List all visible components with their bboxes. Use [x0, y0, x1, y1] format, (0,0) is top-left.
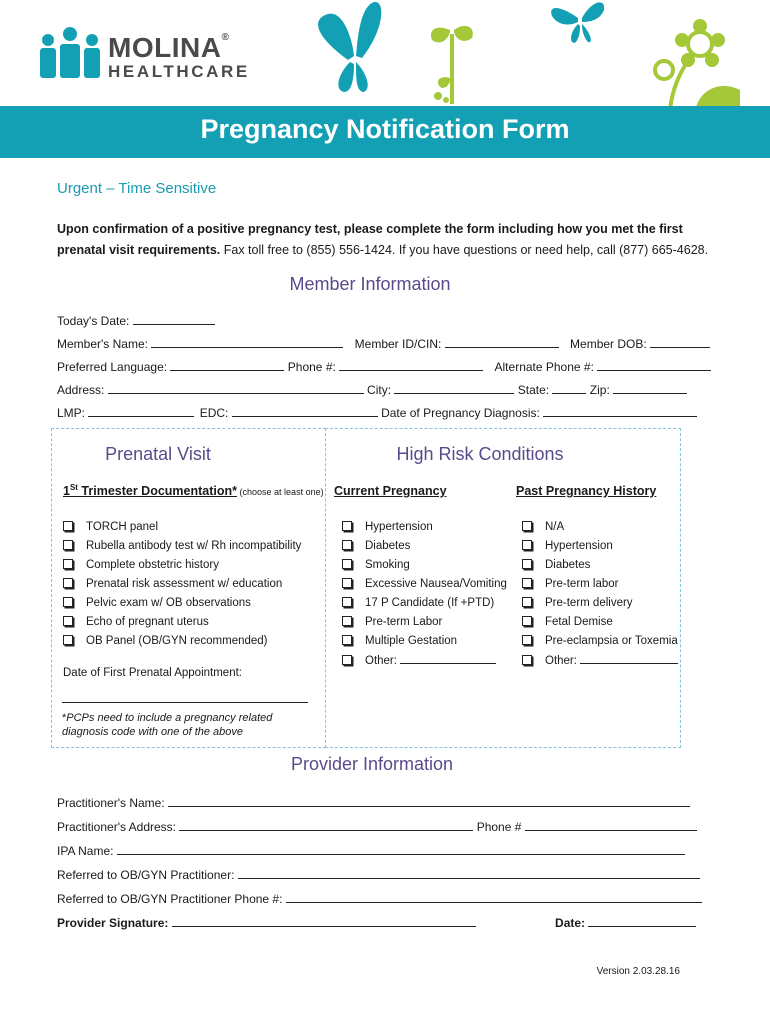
checklist-label: OB Panel (OB/GYN recommended) [86, 635, 268, 647]
checklist-item[interactable] [522, 575, 678, 594]
member-info-heading: Member Information [289, 274, 451, 294]
checklist-item[interactable] [342, 537, 507, 556]
checklist-label: TORCH panel [86, 521, 159, 533]
current-pregnancy-checklist [342, 518, 507, 671]
checklist-label: Diabetes [545, 559, 591, 571]
checklist-item[interactable] [63, 594, 301, 613]
referred-row [57, 866, 683, 882]
practitioner-name-field[interactable] [168, 794, 690, 807]
molina-logo [38, 22, 248, 82]
checklist-item[interactable] [522, 518, 678, 537]
language-label: Preferred Language: [57, 360, 168, 374]
lmp-field[interactable] [88, 404, 194, 417]
checklist-label: 17 P Candidate (If +PTD) [365, 597, 495, 609]
checklist-label: Smoking [365, 559, 410, 571]
alt-phone-label: Alternate Phone #: [494, 360, 594, 374]
current-pregnancy-heading: Current Pregnancy [334, 484, 447, 498]
checklist-label: Pre-term Labor [365, 616, 443, 628]
checkbox[interactable] [522, 597, 532, 607]
provider-info-heading: Provider Information [290, 754, 454, 774]
zip-field[interactable] [613, 381, 687, 394]
practitioner-name-label: Practitioner's Name: [57, 796, 165, 810]
language-row [57, 358, 683, 374]
intro-bold-phrase: prenatal visit requirements. [57, 243, 221, 257]
checklist-item[interactable] [63, 632, 301, 651]
prenatal-checklist [63, 518, 301, 651]
urgent-notice: Urgent – Time Sensitive [57, 180, 217, 197]
checklist-item[interactable] [342, 651, 507, 671]
first-appointment-label: Date of First Prenatal Appointment: [63, 667, 242, 679]
trimester-ordinal: 1 [63, 484, 70, 499]
checklist-item[interactable] [342, 575, 507, 594]
checklist-item[interactable] [63, 575, 301, 594]
member-name-field[interactable] [151, 335, 343, 348]
version-label: Version 2.03.28.16 [596, 966, 680, 977]
practitioner-address-field[interactable] [179, 818, 473, 831]
signature-date-label: Date: [555, 916, 586, 930]
todays-date-field[interactable] [133, 312, 215, 325]
first-appointment-field[interactable] [62, 702, 308, 703]
high-risk-heading: High Risk Conditions [396, 444, 564, 464]
edc-field[interactable] [232, 404, 378, 417]
intro-text-line1: Upon confirmation of a positive pregnancy test, please complete the form including how you met the first [57, 222, 683, 236]
phone-label: Phone #: [287, 360, 336, 374]
checklist-label: Pre-term labor [545, 578, 619, 590]
practitioner-address-row [57, 818, 683, 834]
footnote-line2: diagnosis code with one of the above [62, 726, 244, 738]
checkbox[interactable] [63, 616, 73, 626]
ipa-label: IPA Name: [57, 844, 114, 858]
checklist-label: Multiple Gestation [365, 635, 458, 647]
checkbox[interactable] [342, 521, 352, 531]
referred-label: Referred to OB/GYN Practitioner: [57, 868, 235, 882]
checkbox[interactable] [342, 616, 352, 626]
state-field[interactable] [552, 381, 586, 394]
checklist-item[interactable] [342, 518, 507, 537]
intro-fax-phone: Fax toll free to (855) 556-1424. If you have questions or need help, call (877) 665-4628. [220, 243, 709, 257]
checklist-label: Excessive Nausea/Vomiting [365, 578, 507, 590]
member-dob-label: Member DOB: [570, 337, 647, 351]
city-label: City: [367, 383, 392, 397]
checklist-label: N/A [545, 521, 565, 533]
footnote-line1: PCPs need to include a pregnancy related [66, 712, 273, 724]
city-field[interactable] [394, 381, 514, 394]
pcp-footnote [62, 711, 272, 739]
signature-field[interactable] [172, 914, 476, 927]
checklist-label: Echo of pregnant uterus [86, 616, 209, 628]
checklist-label: Diabetes [365, 540, 411, 552]
signature-row [57, 914, 683, 930]
checklist-item[interactable] [522, 556, 678, 575]
past-other-field[interactable] [580, 651, 678, 664]
member-name-label: Member's Name: [57, 337, 148, 351]
checklist-label: Hypertension [365, 521, 433, 533]
checkbox[interactable] [63, 540, 73, 550]
current-other-field[interactable] [400, 651, 496, 664]
practitioner-name-row [57, 794, 683, 810]
checkbox[interactable] [342, 597, 352, 607]
trimester-label: Trimester Documentation* [77, 484, 238, 499]
checklist-label: Pre-eclampsia or Toxemia [545, 635, 678, 647]
checkbox[interactable] [63, 635, 73, 645]
checkbox[interactable] [522, 521, 532, 531]
ipa-field[interactable] [117, 842, 685, 855]
checkbox[interactable] [63, 559, 73, 569]
people-logo-icon [38, 26, 102, 82]
checklist-item[interactable] [63, 537, 301, 556]
checkbox[interactable] [522, 559, 532, 569]
checkbox[interactable] [342, 655, 352, 665]
checkbox[interactable] [522, 616, 532, 626]
trimester-ordinal-suffix: St [69, 483, 78, 492]
past-pregnancy-checklist [522, 518, 678, 671]
checkbox[interactable] [342, 559, 352, 569]
checkbox[interactable] [342, 635, 352, 645]
referred-field[interactable] [238, 866, 700, 879]
checklist-label: Prenatal risk assessment w/ education [86, 578, 283, 590]
form-title: Pregnancy Notification Form [200, 114, 570, 144]
lmp-row [57, 404, 683, 420]
logo-name: MOLINA [108, 32, 222, 63]
practitioner-phone-label: Phone # [476, 820, 522, 834]
address-row [57, 381, 683, 397]
practitioner-address-label: Practitioner's Address: [57, 820, 177, 834]
state-label: State: [517, 383, 550, 397]
practitioner-phone-field[interactable] [525, 818, 697, 831]
logo-subtitle: HEALTHCARE [108, 62, 250, 81]
edc-label: EDC: [199, 406, 229, 420]
lmp-label: LMP: [57, 406, 86, 420]
referred-phone-field[interactable] [286, 890, 702, 903]
diagnosis-date-field[interactable] [543, 404, 697, 417]
footnote-asterisk: * [62, 712, 67, 724]
checklist-label: Pelvic exam w/ OB observations [86, 597, 251, 609]
zip-label: Zip: [589, 383, 610, 397]
past-pregnancy-heading: Past Pregnancy History [516, 484, 657, 498]
checklist-label: Fetal Demise [545, 616, 613, 628]
checklist-label: Pre-term delivery [545, 597, 633, 609]
language-field[interactable] [170, 358, 284, 371]
checklist-item[interactable] [522, 651, 678, 671]
phone-field[interactable] [339, 358, 483, 371]
checklist-item[interactable] [342, 613, 507, 632]
trimester-note: (choose at least one) [237, 487, 324, 498]
referred-phone-label: Referred to OB/GYN Practitioner Phone #: [57, 892, 283, 906]
address-label: Address: [57, 383, 105, 397]
todays-date-label: Today's Date: [57, 314, 130, 328]
checkbox[interactable] [522, 540, 532, 550]
checklist-item[interactable] [342, 632, 507, 651]
checklist-item[interactable] [522, 632, 678, 651]
checkbox[interactable] [63, 521, 73, 531]
checkbox[interactable] [522, 655, 532, 665]
intro-text-line2 [57, 243, 717, 257]
trimester-documentation-heading [63, 483, 324, 498]
checklist-item[interactable] [63, 613, 301, 632]
checklist-label: Complete obstetric history [86, 559, 219, 571]
checkbox[interactable] [522, 578, 532, 588]
ipa-row [57, 842, 683, 858]
signature-label: Provider Signature: [57, 916, 169, 930]
alt-phone-field[interactable] [597, 358, 711, 371]
checklist-item[interactable] [522, 594, 678, 613]
diagnosis-date-label: Date of Pregnancy Diagnosis: [381, 406, 540, 420]
checkbox[interactable] [63, 597, 73, 607]
logo-registered-mark: ® [221, 32, 230, 43]
member-name-row [57, 335, 683, 351]
signature-date-field[interactable] [588, 914, 696, 927]
todays-date-row [57, 312, 683, 328]
checklist-label: Hypertension [545, 540, 613, 552]
referred-phone-row [57, 890, 683, 906]
checklist-item[interactable] [522, 613, 678, 632]
checklist-label: Other: [545, 655, 577, 667]
prenatal-visit-heading: Prenatal Visit [105, 444, 211, 464]
checklist-item[interactable] [63, 556, 301, 575]
checkbox[interactable] [522, 635, 532, 645]
checklist-item[interactable] [63, 518, 301, 537]
checkbox[interactable] [342, 578, 352, 588]
checklist-label: Other: [365, 655, 397, 667]
member-dob-field[interactable] [650, 335, 710, 348]
member-id-label: Member ID/CIN: [354, 337, 442, 351]
checklist-label: Rubella antibody test w/ Rh incompatibility [86, 540, 302, 552]
checkbox[interactable] [63, 578, 73, 588]
member-id-field[interactable] [445, 335, 559, 348]
checkbox[interactable] [342, 540, 352, 550]
butterfly-flower-art-icon [300, 0, 770, 110]
checklist-item[interactable] [342, 594, 507, 613]
checklist-item[interactable] [342, 556, 507, 575]
address-field[interactable] [108, 381, 364, 394]
checklist-item[interactable] [522, 537, 678, 556]
